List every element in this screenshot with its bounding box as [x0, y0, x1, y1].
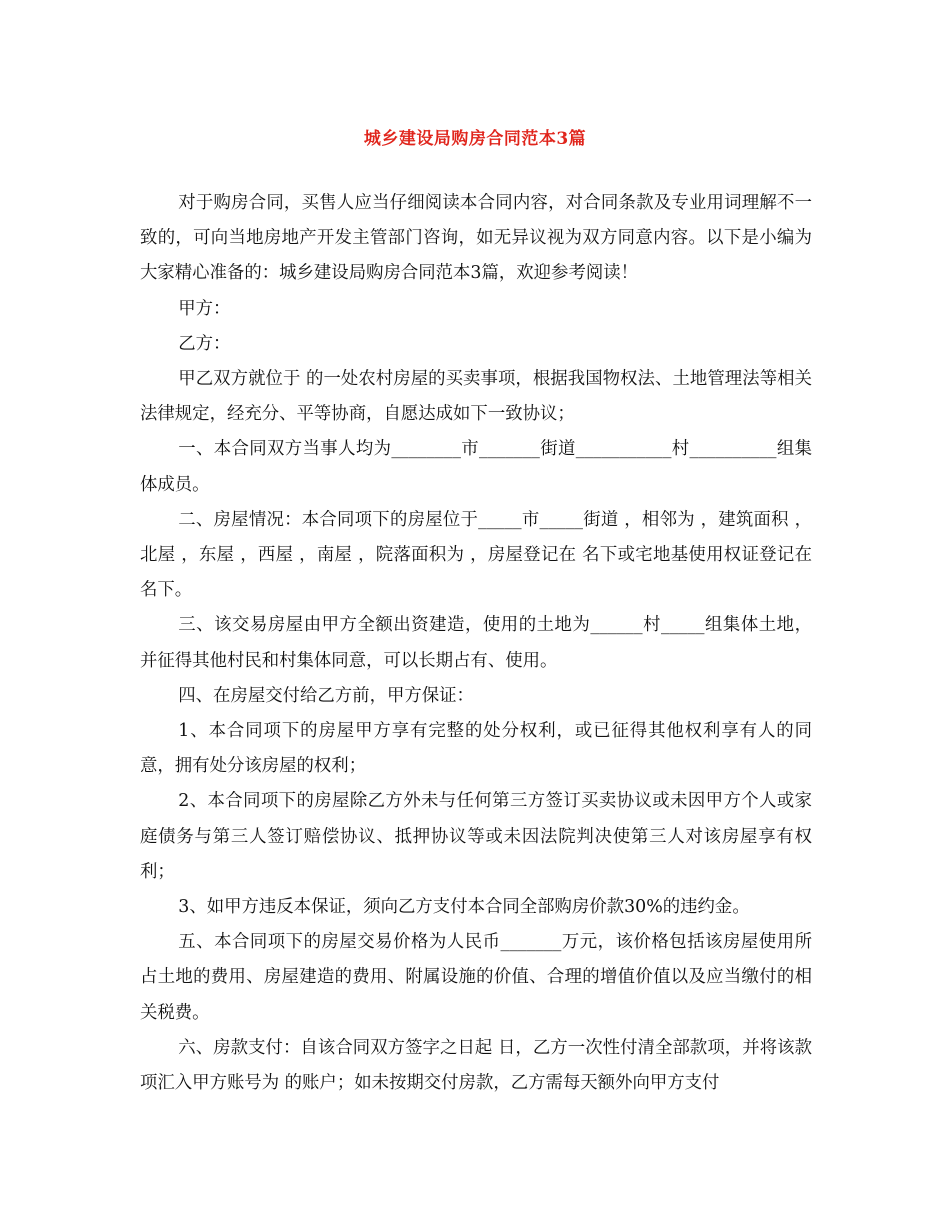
paragraph-preamble: 甲乙双方就位于 的一处农村房屋的买卖事项，根据我国物权法、土地管理法等相关法律规定，经充分、平等协商，自愿达成如下一致协议； — [140, 369, 812, 425]
paragraph-clause-2: 二、房屋情况：本合同项下的房屋位于_____市_____街道 ，相邻为 ，建筑面积 ，北屋 ，东屋 ，西屋 ，南屋 ，院落面积为 ，房屋登记在 名下或宅地基使用权证登记在 名下。 — [140, 509, 812, 601]
paragraph-clause-1: 一、本合同双方当事人均为________市_______街道___________村__________组集体成员。 — [140, 439, 812, 495]
paragraph-clause-5: 五、本合同项下的房屋交易价格为人民币_______万元，该价格包括该房屋使用所占土地的费用、房屋建造的费用、附属设施的价值、合理的增值价值以及应当缴付的相关税费。 — [140, 932, 812, 1023]
document-title: 城乡建设局购房合同范本3篇 — [363, 129, 587, 149]
paragraph-party-b: 乙方： — [178, 333, 231, 354]
document-body — [140, 186, 812, 1101]
paragraph-clause-6: 六、房款支付：自该合同双方签字之日起 日，乙方一次性付清全部款项，并将该款项汇入甲方账号为 的账户；如未按期交付房款，乙方需每天额外向甲方支付 — [140, 1037, 812, 1094]
paragraph-clause-4-1: 1、本合同项下的房屋甲方享有完整的处分权利，或已征得其他权利享有人的同意，拥有处分该房屋的权利； — [140, 721, 812, 777]
paragraph-party-a: 甲方： — [178, 298, 231, 319]
paragraph-clause-4-2: 2、本合同项下的房屋除乙方外未与任何第三方签订买卖协议或未因甲方个人或家庭债务与第三人签订赔偿协议、抵押协议等或未因法院判决使第三人对该房屋享有权利； — [140, 791, 812, 882]
paragraph-intro: 对于购房合同，买售人应当仔细阅读本合同内容，对合同条款及专业用词理解不一致的，可向当地房地产开发主管部门咨询，如无异议视为双方同意内容。以下是小编为大家精心准备的：城乡建设局购房合同范本3篇，欢迎参考阅读！ — [140, 193, 812, 284]
paragraph-clause-3: 三、该交易房屋由甲方全额出资建造，使用的土地为______村_____组集体土地，并征得其他村民和村集体同意，可以长期占有、使用。 — [140, 615, 812, 671]
paragraph-clause-4: 四、在房屋交付给乙方前，甲方保证： — [178, 685, 474, 706]
paragraph-clause-4-3: 3、如甲方违反本保证，须向乙方支付本合同全部购房价款30%的违约金。 — [178, 897, 750, 918]
